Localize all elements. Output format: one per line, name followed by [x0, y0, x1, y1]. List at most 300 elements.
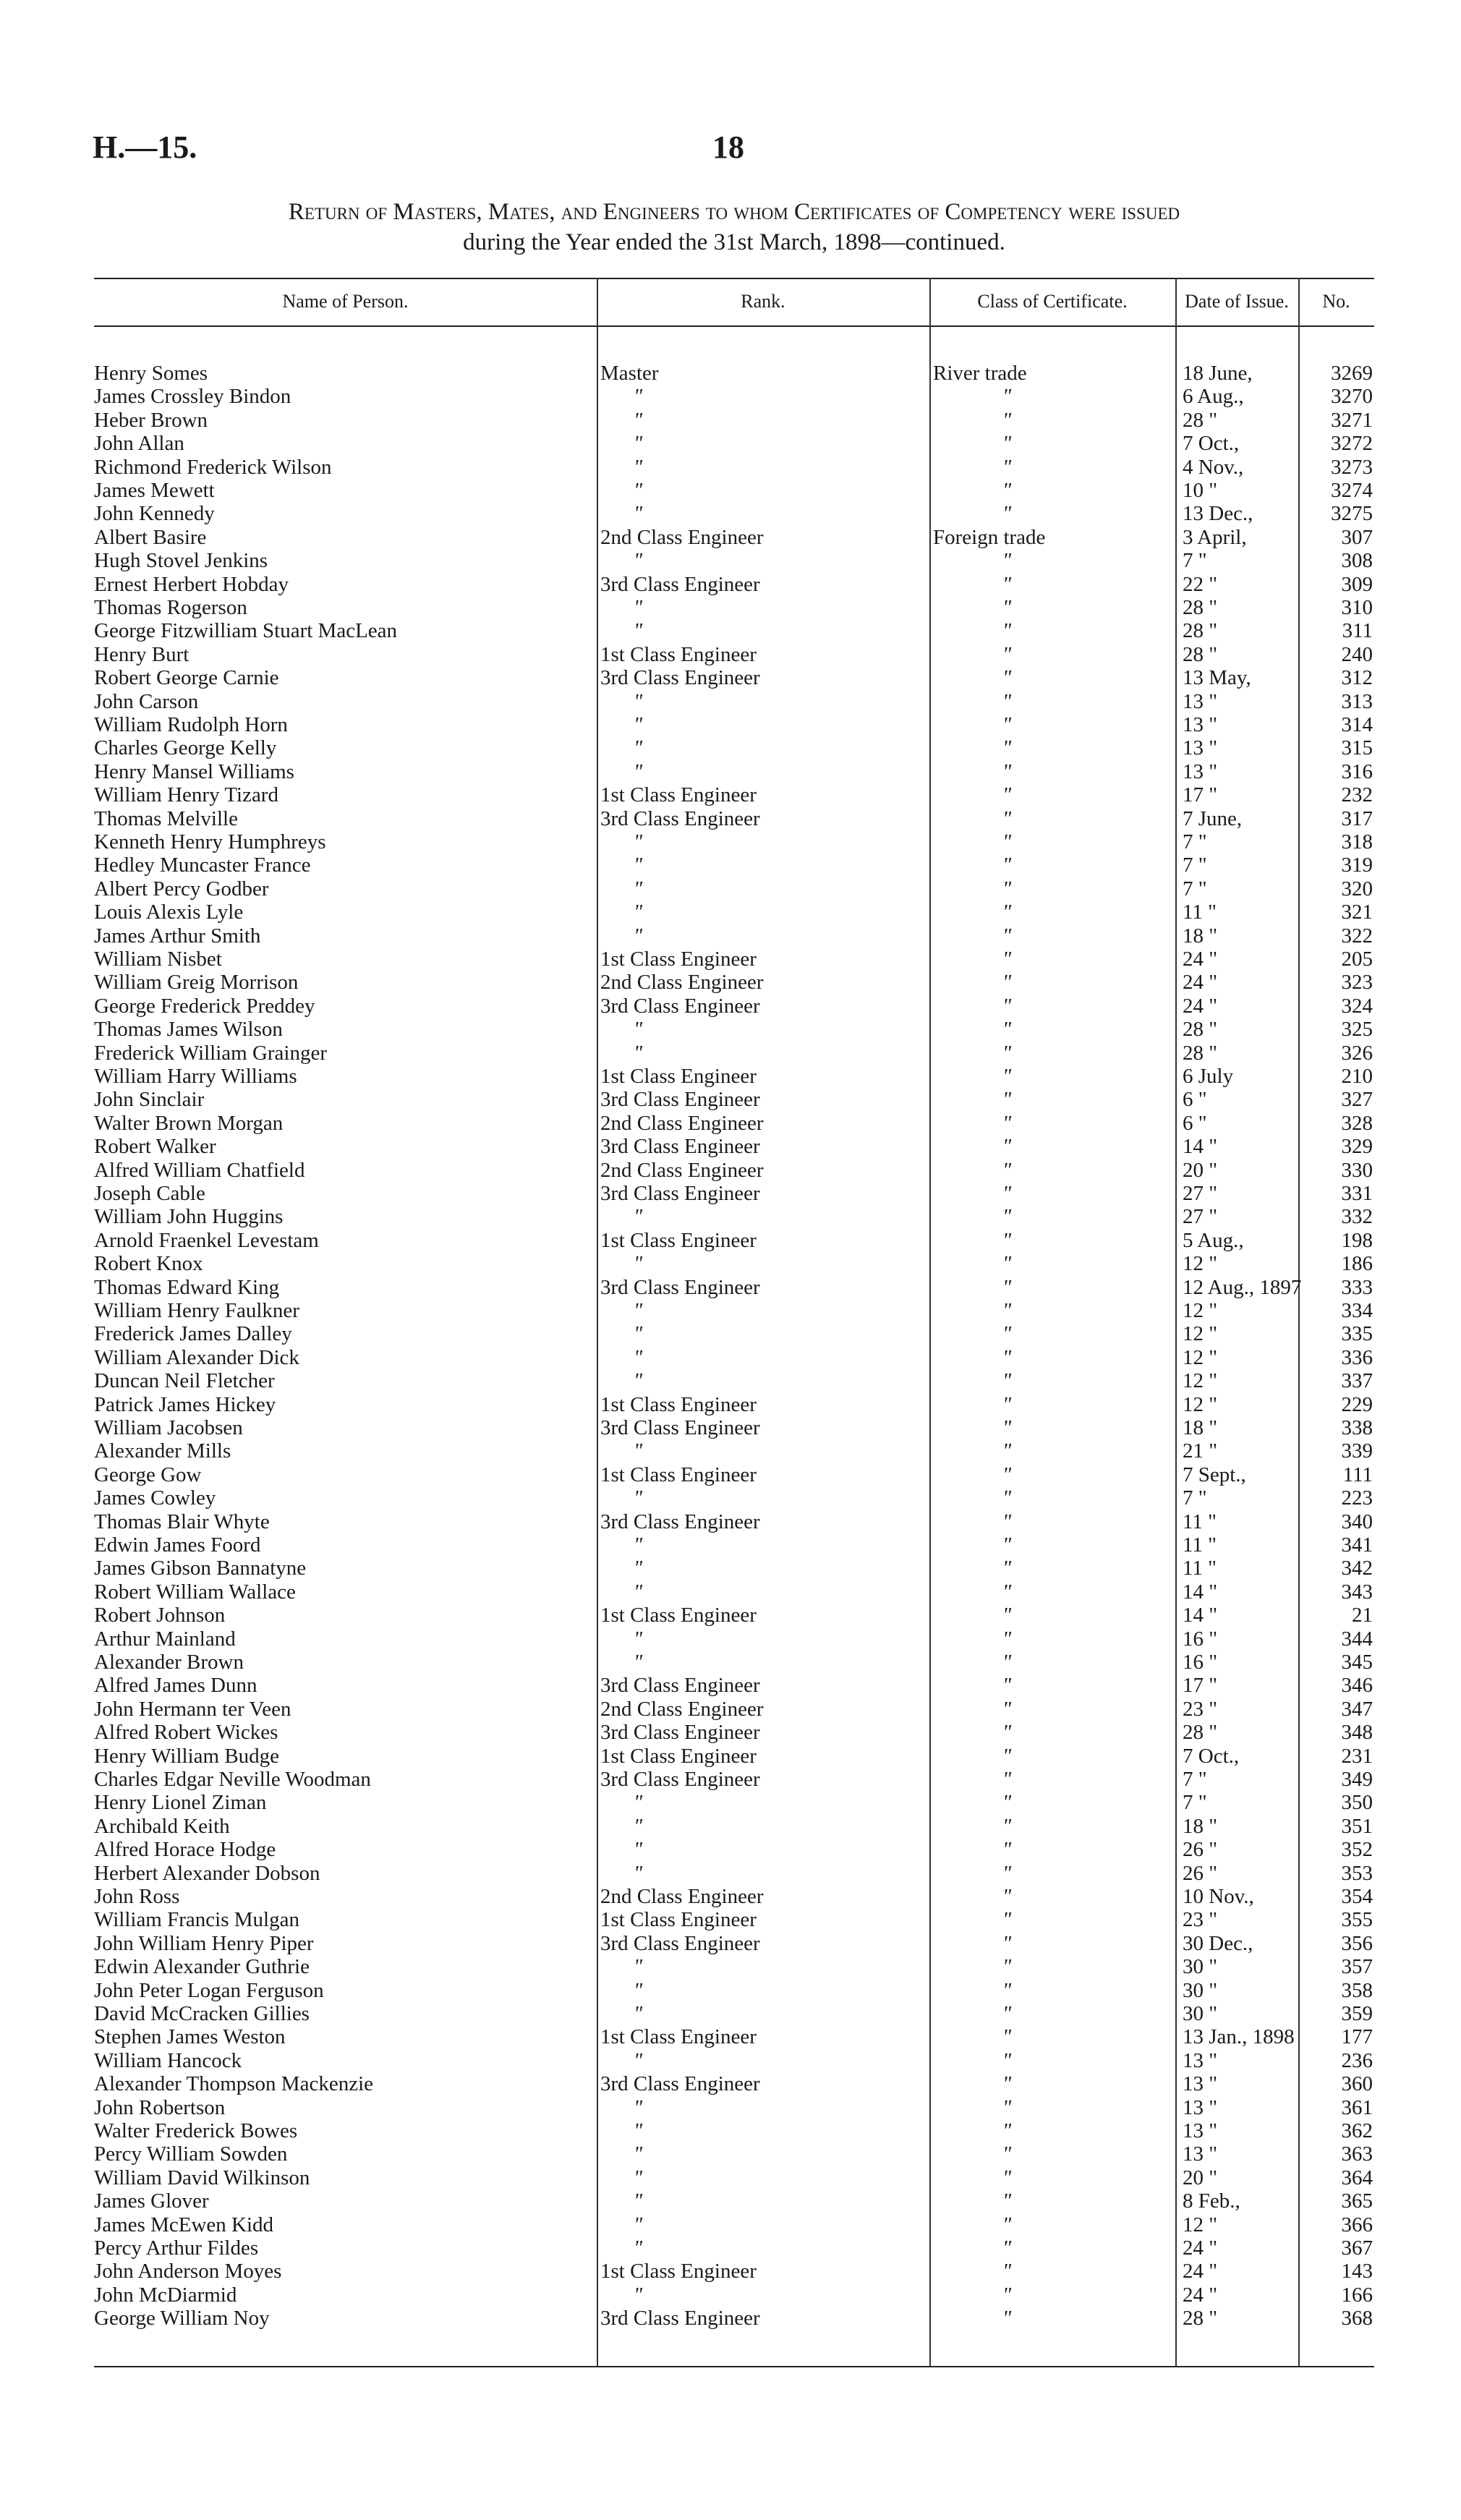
date-of-issue: 14 "	[1183, 1135, 1218, 1159]
person-name: William Nisbet	[94, 948, 222, 971]
certificate-number: 231	[1341, 1744, 1373, 1768]
table-row	[94, 1908, 1374, 1931]
certificate-class: "	[1002, 1205, 1012, 1229]
person-name: Ernest Herbert Hobday	[94, 572, 289, 596]
date-of-issue: 28 "	[1183, 408, 1218, 432]
person-name: Edwin Alexander Guthrie	[94, 1955, 310, 1979]
rank: 1st Class Engineer	[600, 1604, 757, 1627]
certificate-class: "	[1002, 2283, 1012, 2307]
rank: "	[634, 877, 643, 901]
certificate-class: "	[1002, 2002, 1012, 2025]
certificate-number: 326	[1341, 1041, 1373, 1065]
certificate-class: "	[1002, 1018, 1012, 1042]
rank: "	[634, 1322, 643, 1346]
date-of-issue: 17 "	[1183, 1674, 1218, 1698]
person-name: Thomas Blair Whyte	[94, 1510, 270, 1533]
date-of-issue: 11 "	[1183, 1510, 1217, 1533]
document-code: H.—15.	[93, 129, 197, 165]
person-name: Robert George Carnie	[94, 666, 279, 690]
certificate-class: "	[1002, 502, 1012, 526]
rank: "	[634, 432, 643, 456]
date-of-issue: 30 "	[1183, 1978, 1218, 2002]
certificate-class: "	[1002, 1322, 1012, 1346]
certificate-class: "	[1002, 1275, 1012, 1299]
certificate-number: 363	[1341, 2142, 1373, 2166]
certificate-class: "	[1002, 783, 1012, 807]
table-row	[94, 995, 1374, 1018]
date-of-issue: 13 "	[1183, 759, 1218, 783]
table-row	[94, 1088, 1374, 1111]
column-header-date: Date of Issue.	[1185, 291, 1289, 312]
certificate-class: "	[1002, 1345, 1012, 1369]
person-name: Henry Somes	[94, 362, 208, 385]
certificate-class: "	[1002, 1111, 1012, 1135]
person-name: Herbert Alexander Dobson	[94, 1861, 320, 1885]
certificate-class: "	[1002, 1955, 1012, 1979]
certificate-class: "	[1002, 2072, 1012, 2096]
date-of-issue: 13 May,	[1183, 666, 1251, 690]
table-title-line2: during the Year ended the 31st March, 1898—continued.	[463, 229, 1005, 255]
date-of-issue: 30 "	[1183, 1955, 1218, 1979]
certificate-number: 358	[1341, 1978, 1373, 2002]
certificate-class: "	[1002, 619, 1012, 643]
person-name: Walter Brown Morgan	[94, 1111, 284, 1135]
certificate-class: "	[1002, 1674, 1012, 1698]
person-name: John Peter Logan Ferguson	[94, 1978, 324, 2002]
person-name: William Francis Mulgan	[94, 1908, 299, 1932]
rank: "	[634, 924, 643, 948]
certificate-class: Foreign trade	[933, 525, 1046, 549]
date-of-issue: 28 "	[1183, 619, 1218, 643]
certificate-class: "	[1002, 713, 1012, 736]
rank: "	[634, 1439, 643, 1463]
certificate-number: 331	[1341, 1182, 1373, 1205]
rank: 3rd Class Engineer	[600, 1931, 760, 1955]
date-of-issue: 5 Aug.,	[1183, 1228, 1244, 1252]
certificate-class: "	[1002, 1486, 1012, 1510]
certificate-class: "	[1002, 1228, 1012, 1252]
certificate-number: 330	[1341, 1158, 1373, 1182]
rank: 2nd Class Engineer	[600, 1111, 764, 1135]
rank: 1st Class Engineer	[600, 1065, 757, 1088]
certificate-number: 3274	[1331, 479, 1373, 502]
certificate-class: "	[1002, 385, 1012, 409]
certificate-number: 3269	[1331, 362, 1373, 385]
certificate-number: 198	[1341, 1228, 1373, 1252]
certificate-number: 232	[1341, 783, 1373, 807]
person-name: Archibald Keith	[94, 1814, 230, 1838]
certificate-number: 311	[1342, 619, 1373, 643]
person-name: Henry Burt	[94, 642, 189, 666]
person-name: Heber Brown	[94, 408, 208, 432]
certificate-number: 325	[1341, 1018, 1373, 1042]
date-of-issue: 13 Dec.,	[1183, 502, 1253, 526]
person-name: Thomas Edward King	[94, 1275, 280, 1299]
table-row	[94, 1627, 1374, 1651]
rank: "	[634, 1533, 643, 1557]
person-name: John Robertson	[94, 2095, 226, 2119]
date-of-issue: 26 "	[1183, 1861, 1218, 1885]
person-name: Duncan Neil Fletcher	[94, 1369, 275, 1393]
rank: "	[634, 1018, 643, 1042]
certificate-number: 348	[1341, 1721, 1373, 1745]
table-row	[94, 1299, 1374, 1322]
certificate-number: 321	[1341, 901, 1373, 924]
table-row	[94, 643, 1374, 666]
table-row	[94, 1393, 1374, 1416]
certificate-class: "	[1002, 2142, 1012, 2166]
rank: 3rd Class Engineer	[600, 1135, 760, 1159]
table-row	[94, 1768, 1374, 1791]
rank: "	[634, 1369, 643, 1393]
certificate-number: 343	[1341, 1580, 1373, 1604]
date-of-issue: 24 "	[1183, 2236, 1218, 2260]
table-row	[94, 1276, 1374, 1299]
table-row	[94, 456, 1374, 479]
rank: "	[634, 1838, 643, 1862]
table-row	[94, 1815, 1374, 1838]
certificate-class: "	[1002, 1299, 1012, 1322]
date-of-issue: 6 Aug.,	[1183, 385, 1244, 409]
certificate-number: 308	[1341, 549, 1373, 573]
table-row	[94, 2142, 1374, 2166]
rank: "	[634, 385, 643, 409]
date-of-issue: 12 "	[1183, 1345, 1218, 1369]
date-of-issue: 13 "	[1183, 2048, 1218, 2072]
table-row	[94, 948, 1374, 971]
date-of-issue: 28 "	[1183, 1041, 1218, 1065]
rank: "	[634, 901, 643, 924]
certificate-class: "	[1002, 549, 1012, 573]
certificate-number: 355	[1341, 1908, 1373, 1932]
person-name: William Alexander Dick	[94, 1345, 299, 1369]
table-row	[94, 1604, 1374, 1627]
certificate-class: "	[1002, 2213, 1012, 2236]
certificate-class: "	[1002, 2025, 1012, 2049]
table-row	[94, 2260, 1374, 2283]
table-row	[94, 1557, 1374, 1580]
certificate-class: "	[1002, 1768, 1012, 1791]
date-of-issue: 30 "	[1183, 2002, 1218, 2025]
date-of-issue: 14 "	[1183, 1604, 1218, 1627]
person-name: Henry William Budge	[94, 1744, 280, 1768]
certificate-number: 111	[1342, 1463, 1373, 1486]
column-header-no: No.	[1322, 291, 1350, 312]
table-row	[94, 1580, 1374, 1604]
rank: "	[634, 549, 643, 573]
date-of-issue: 27 "	[1183, 1205, 1218, 1229]
rank: "	[634, 408, 643, 432]
certificate-number: 328	[1341, 1111, 1373, 1135]
person-name: James McEwen Kidd	[94, 2213, 274, 2236]
certificate-class: "	[1002, 924, 1012, 948]
person-name: James Arthur Smith	[94, 924, 261, 948]
table-row	[94, 1065, 1374, 1088]
rank: "	[634, 2142, 643, 2166]
certificate-number: 324	[1341, 994, 1373, 1018]
person-name: Robert William Wallace	[94, 1580, 296, 1604]
certificate-number: 323	[1341, 971, 1373, 995]
rank: 3rd Class Engineer	[600, 1416, 760, 1439]
table-row	[94, 479, 1374, 502]
certificate-number: 3270	[1331, 385, 1373, 409]
certificate-number: 367	[1341, 2236, 1373, 2260]
date-of-issue: 7 "	[1183, 1768, 1207, 1791]
certificate-number: 346	[1341, 1674, 1373, 1698]
table-row	[94, 2096, 1374, 2119]
table-row	[94, 877, 1374, 901]
certificate-number: 335	[1341, 1322, 1373, 1346]
rank: 1st Class Engineer	[600, 948, 757, 971]
certificate-class: "	[1002, 1533, 1012, 1557]
rank: "	[634, 2048, 643, 2072]
date-of-issue: 13 "	[1183, 736, 1218, 760]
certificate-number: 342	[1341, 1557, 1373, 1580]
certificate-number: 21	[1352, 1604, 1373, 1627]
rank: 3rd Class Engineer	[600, 2072, 760, 2096]
rank: "	[634, 2119, 643, 2142]
rank: "	[634, 830, 643, 854]
rank: Master	[600, 362, 659, 385]
person-name: George Fitzwilliam Stuart MacLean	[94, 619, 398, 643]
date-of-issue: 10 Nov.,	[1183, 1885, 1254, 1908]
certificate-class: "	[1002, 1697, 1012, 1721]
rank: "	[634, 2002, 643, 2025]
table-row	[94, 549, 1374, 572]
certificate-class: "	[1002, 408, 1012, 432]
person-name: James Mewett	[94, 479, 215, 502]
rank: "	[634, 1814, 643, 1838]
date-of-issue: 13 "	[1183, 2142, 1218, 2166]
certificate-number: 364	[1341, 2166, 1373, 2189]
certificate-class: "	[1002, 689, 1012, 713]
table-row	[94, 1018, 1374, 1041]
certificate-number: 362	[1341, 2119, 1373, 2142]
certificate-class: "	[1002, 1885, 1012, 1908]
table-row	[94, 783, 1374, 806]
table-row	[94, 1439, 1374, 1463]
rank: 3rd Class Engineer	[600, 2307, 760, 2330]
date-of-issue: 24 "	[1183, 948, 1218, 971]
table-row	[94, 1979, 1374, 2002]
date-of-issue: 16 "	[1183, 1627, 1218, 1651]
table-row	[94, 2283, 1374, 2307]
date-of-issue: 28 "	[1183, 1721, 1218, 1745]
person-name: John Allan	[94, 432, 184, 456]
rank: 3rd Class Engineer	[600, 994, 760, 1018]
person-name: William Hancock	[94, 2048, 242, 2072]
date-of-issue: 3 April,	[1183, 525, 1247, 549]
table-row	[94, 362, 1374, 385]
certificate-class: "	[1002, 1744, 1012, 1768]
rank: 1st Class Engineer	[600, 642, 757, 666]
person-name: Richmond Frederick Wilson	[94, 455, 332, 479]
certificate-number: 320	[1341, 877, 1373, 901]
certificate-class: River trade	[933, 362, 1027, 385]
column-header-class: Class of Certificate.	[977, 291, 1128, 312]
person-name: James Cowley	[94, 1486, 216, 1510]
certificate-class: "	[1002, 1838, 1012, 1862]
rank: 1st Class Engineer	[600, 1463, 757, 1486]
person-name: Patrick James Hickey	[94, 1392, 276, 1416]
certificate-class: "	[1002, 1627, 1012, 1651]
date-of-issue: 11 "	[1183, 901, 1217, 924]
table-title	[94, 197, 1374, 257]
person-name: William David Wilkinson	[94, 2166, 310, 2189]
date-of-issue: 13 "	[1183, 2072, 1218, 2096]
table-row	[94, 1135, 1374, 1158]
person-name: James Gibson Bannatyne	[94, 1557, 307, 1580]
table-row	[94, 1229, 1374, 1252]
date-of-issue: 28 "	[1183, 1018, 1218, 1042]
certificate-class: "	[1002, 1908, 1012, 1932]
table-row	[94, 2002, 1374, 2025]
column-header-name: Name of Person.	[282, 291, 409, 312]
certificate-number: 3271	[1331, 408, 1373, 432]
certificate-number: 315	[1341, 736, 1373, 760]
table-row	[94, 2213, 1374, 2236]
date-of-issue: 12 "	[1183, 1392, 1218, 1416]
date-of-issue: 11 "	[1183, 1533, 1217, 1557]
person-name: John McDiarmid	[94, 2283, 237, 2307]
certificate-number: 319	[1341, 854, 1373, 877]
certificate-class: "	[1002, 1088, 1012, 1112]
table-row	[94, 573, 1374, 596]
person-name: William Greig Morrison	[94, 971, 299, 995]
rank: "	[634, 2283, 643, 2307]
table-row	[94, 971, 1374, 994]
certificate-class: "	[1002, 2260, 1012, 2283]
person-name: John Anderson Moyes	[94, 2260, 282, 2283]
date-of-issue: 13 "	[1183, 2095, 1218, 2119]
certificate-class: "	[1002, 2048, 1012, 2072]
rank: "	[634, 1205, 643, 1229]
rank: "	[634, 1345, 643, 1369]
date-of-issue: 28 "	[1183, 2307, 1218, 2330]
person-name: John William Henry Piper	[94, 1931, 314, 1955]
person-name: John Kennedy	[94, 502, 215, 526]
person-name: John Carson	[94, 689, 199, 713]
date-of-issue: 7 June,	[1183, 806, 1243, 830]
certificate-number: 334	[1341, 1299, 1373, 1322]
person-name: Alfred Horace Hodge	[94, 1838, 276, 1862]
table-row	[94, 830, 1374, 854]
person-name: Percy Arthur Fildes	[94, 2236, 259, 2260]
column-header-rank: Rank.	[741, 291, 785, 312]
certificate-class: "	[1002, 736, 1012, 760]
person-name: William Henry Tizard	[94, 783, 278, 807]
date-of-issue: 6 "	[1183, 1111, 1207, 1135]
date-of-issue: 27 "	[1183, 1182, 1218, 1205]
person-name: Charles George Kelly	[94, 736, 277, 760]
certificate-number: 368	[1341, 2307, 1373, 2330]
certificate-class: "	[1002, 971, 1012, 995]
rank: "	[634, 2213, 643, 2236]
table-row	[94, 619, 1374, 642]
rank: 2nd Class Engineer	[600, 1885, 764, 1908]
person-name: Joseph Cable	[94, 1182, 205, 1205]
certificate-number: 229	[1341, 1392, 1373, 1416]
table-row	[94, 2236, 1374, 2260]
certificate-number: 329	[1341, 1135, 1373, 1159]
table-row	[94, 1322, 1374, 1345]
person-name: Stephen James Weston	[94, 2025, 286, 2049]
person-name: Robert Knox	[94, 1252, 203, 1276]
certificate-number: 361	[1341, 2095, 1373, 2119]
person-name: Frederick William Grainger	[94, 1041, 328, 1065]
date-of-issue: 7 Oct.,	[1183, 432, 1240, 456]
person-name: Arthur Mainland	[94, 1627, 236, 1651]
rank: "	[634, 736, 643, 760]
date-of-issue: 12 "	[1183, 1322, 1218, 1346]
table-row	[94, 1205, 1374, 1228]
table-row	[94, 1838, 1374, 1861]
certificate-number: 314	[1341, 713, 1373, 736]
rank: "	[634, 1299, 643, 1322]
rank: "	[634, 1580, 643, 1604]
person-name: James Glover	[94, 2189, 209, 2213]
certificate-number: 236	[1341, 2048, 1373, 2072]
date-of-issue: 22 "	[1183, 572, 1218, 596]
date-of-issue: 24 "	[1183, 971, 1218, 995]
certificate-class: "	[1002, 1252, 1012, 1276]
rank: 2nd Class Engineer	[600, 525, 764, 549]
date-of-issue: 12 "	[1183, 1299, 1218, 1322]
person-name: Walter Frederick Bowes	[94, 2119, 298, 2142]
person-name: Louis Alexis Lyle	[94, 901, 244, 924]
date-of-issue: 20 "	[1183, 2166, 1218, 2189]
rank: "	[634, 2095, 643, 2119]
certificate-class: "	[1002, 2189, 1012, 2213]
table-row	[94, 807, 1374, 830]
certificate-class: "	[1002, 1861, 1012, 1885]
rank: 2nd Class Engineer	[600, 1697, 764, 1721]
date-of-issue: 24 "	[1183, 994, 1218, 1018]
table-row	[94, 1463, 1374, 1486]
date-of-issue: 8 Feb.,	[1183, 2189, 1240, 2213]
table-row	[94, 1674, 1374, 1697]
table-row	[94, 690, 1374, 713]
certificate-class: "	[1002, 877, 1012, 901]
person-name: Alexander Mills	[94, 1439, 231, 1463]
rank: 1st Class Engineer	[600, 2025, 757, 2049]
table-row	[94, 2025, 1374, 2048]
rank: 3rd Class Engineer	[600, 1721, 760, 1745]
table-row	[94, 901, 1374, 924]
certificate-number: 177	[1341, 2025, 1373, 2049]
person-name: George Gow	[94, 1463, 202, 1486]
date-of-issue: 13 Jan., 1898	[1183, 2025, 1295, 2049]
rank: "	[634, 1486, 643, 1510]
certificate-number: 366	[1341, 2213, 1373, 2236]
table-row	[94, 1182, 1374, 1205]
date-of-issue: 7 "	[1183, 877, 1207, 901]
certificate-class: "	[1002, 572, 1012, 596]
certificate-number: 3275	[1331, 502, 1373, 526]
certificate-number: 350	[1341, 1791, 1373, 1815]
date-of-issue: 14 "	[1183, 1580, 1218, 1604]
rank: 3rd Class Engineer	[600, 1510, 760, 1533]
rank: "	[634, 689, 643, 713]
certificate-number: 354	[1341, 1885, 1373, 1908]
date-of-issue: 21 "	[1183, 1439, 1218, 1463]
rank: 3rd Class Engineer	[600, 572, 760, 596]
certificate-number: 205	[1341, 948, 1373, 971]
date-of-issue: 7 "	[1183, 1791, 1207, 1815]
certificate-number: 318	[1341, 830, 1373, 854]
date-of-issue: 6 July	[1183, 1065, 1234, 1088]
date-of-issue: 7 "	[1183, 1486, 1207, 1510]
